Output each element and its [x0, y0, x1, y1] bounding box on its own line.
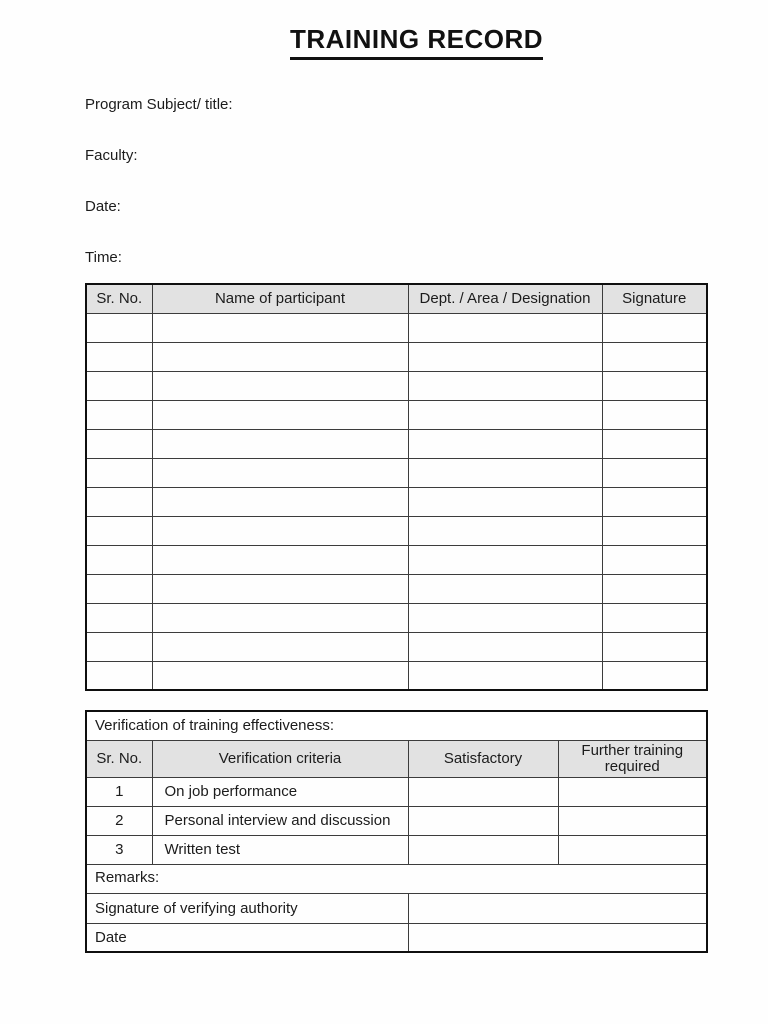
criteria-cell: Written test [152, 835, 408, 864]
field-label-date: Date: [85, 198, 121, 215]
dept-area-designation-cell [408, 429, 602, 458]
column-header-satisfactory: Satisfactory [408, 740, 558, 777]
header-fields [85, 96, 706, 267]
column-header-dept-area-designation: Dept. / Area / Designation [408, 284, 602, 313]
participant-name-cell [152, 661, 408, 690]
page-title: TRAINING RECORD [290, 24, 543, 60]
further-training-cell [558, 835, 707, 864]
participant-name-cell [152, 574, 408, 603]
dept-area-designation-cell [408, 632, 602, 661]
participant-empty-row [86, 545, 707, 574]
remarks-label: Remarks: [86, 864, 707, 893]
dept-area-designation-cell [408, 371, 602, 400]
verification-date-label: Date [86, 923, 408, 952]
row-number-cell: 1 [86, 777, 152, 806]
verification-header-row [86, 740, 707, 777]
dept-area-designation-cell [408, 458, 602, 487]
verification-caption-row [86, 711, 707, 740]
dept-area-designation-cell [408, 313, 602, 342]
sr-no-cell [86, 516, 152, 545]
participants-table-body [86, 313, 707, 690]
verification-date-row [86, 923, 707, 952]
column-header-signature: Signature [602, 284, 707, 313]
row-number-cell: 3 [86, 835, 152, 864]
participants-header-row [86, 284, 707, 313]
participant-empty-row [86, 400, 707, 429]
signature-cell [602, 458, 707, 487]
signature-authority-label: Signature of verifying authority [86, 893, 408, 923]
signature-cell [602, 632, 707, 661]
sr-no-cell [86, 429, 152, 458]
field-label-time: Time: [85, 249, 122, 266]
further-training-cell [558, 806, 707, 835]
dept-area-designation-cell [408, 487, 602, 516]
participant-empty-row [86, 516, 707, 545]
participant-name-cell [152, 429, 408, 458]
column-header-further-training-required: Further training required [558, 740, 707, 777]
dept-area-designation-cell [408, 545, 602, 574]
field-label-program-subject: Program Subject/ title: [85, 96, 233, 113]
signature-authority-row [86, 893, 707, 923]
sr-no-cell [86, 400, 152, 429]
column-header-sr-no: Sr. No. [86, 284, 152, 313]
participant-name-cell [152, 313, 408, 342]
criteria-cell: On job performance [152, 777, 408, 806]
signature-cell [602, 487, 707, 516]
field-label-faculty: Faculty: [85, 147, 138, 164]
participant-name-cell [152, 632, 408, 661]
participant-empty-row [86, 487, 707, 516]
verification-table [85, 710, 708, 953]
column-header-sr-no: Sr. No. [86, 740, 152, 777]
sr-no-cell [86, 632, 152, 661]
satisfactory-cell [408, 835, 558, 864]
sr-no-cell [86, 487, 152, 516]
participants-table [85, 283, 708, 691]
participant-name-cell [152, 603, 408, 632]
participant-empty-row [86, 429, 707, 458]
signature-authority-value-cell [408, 893, 707, 923]
dept-area-designation-cell [408, 516, 602, 545]
participant-empty-row [86, 313, 707, 342]
dept-area-designation-cell [408, 342, 602, 371]
column-header-name-of-participant: Name of participant [152, 284, 408, 313]
verification-caption: Verification of training effectiveness: [86, 711, 707, 740]
signature-cell [602, 313, 707, 342]
satisfactory-cell [408, 777, 558, 806]
sr-no-cell [86, 342, 152, 371]
dept-area-designation-cell [408, 400, 602, 429]
signature-cell [602, 603, 707, 632]
participant-name-cell [152, 400, 408, 429]
column-header-verification-criteria: Verification criteria [152, 740, 408, 777]
dept-area-designation-cell [408, 574, 602, 603]
participant-name-cell [152, 487, 408, 516]
signature-cell [602, 545, 707, 574]
signature-cell [602, 516, 707, 545]
signature-cell [602, 342, 707, 371]
dept-area-designation-cell [408, 603, 602, 632]
criteria-cell: Personal interview and discussion [152, 806, 408, 835]
title-wrap [85, 24, 706, 60]
participant-name-cell [152, 545, 408, 574]
signature-cell [602, 429, 707, 458]
sr-no-cell [86, 545, 152, 574]
participant-name-cell [152, 458, 408, 487]
sr-no-cell [86, 371, 152, 400]
participant-empty-row [86, 661, 707, 690]
verification-row-personal-interview [86, 806, 707, 835]
signature-cell [602, 400, 707, 429]
sr-no-cell [86, 603, 152, 632]
participant-name-cell [152, 371, 408, 400]
participant-empty-row [86, 603, 707, 632]
row-number-cell: 2 [86, 806, 152, 835]
participant-empty-row [86, 342, 707, 371]
signature-cell [602, 574, 707, 603]
participant-empty-row [86, 574, 707, 603]
dept-area-designation-cell [408, 661, 602, 690]
verification-row-on-job-performance [86, 777, 707, 806]
remarks-row [86, 864, 707, 893]
verification-row-written-test [86, 835, 707, 864]
signature-cell [602, 371, 707, 400]
participant-empty-row [86, 371, 707, 400]
sr-no-cell [86, 313, 152, 342]
sr-no-cell [86, 574, 152, 603]
verification-date-value-cell [408, 923, 707, 952]
participant-empty-row [86, 458, 707, 487]
signature-cell [602, 661, 707, 690]
participant-name-cell [152, 516, 408, 545]
participant-name-cell [152, 342, 408, 371]
sr-no-cell [86, 458, 152, 487]
participant-empty-row [86, 632, 707, 661]
further-training-cell [558, 777, 707, 806]
sr-no-cell [86, 661, 152, 690]
satisfactory-cell [408, 806, 558, 835]
